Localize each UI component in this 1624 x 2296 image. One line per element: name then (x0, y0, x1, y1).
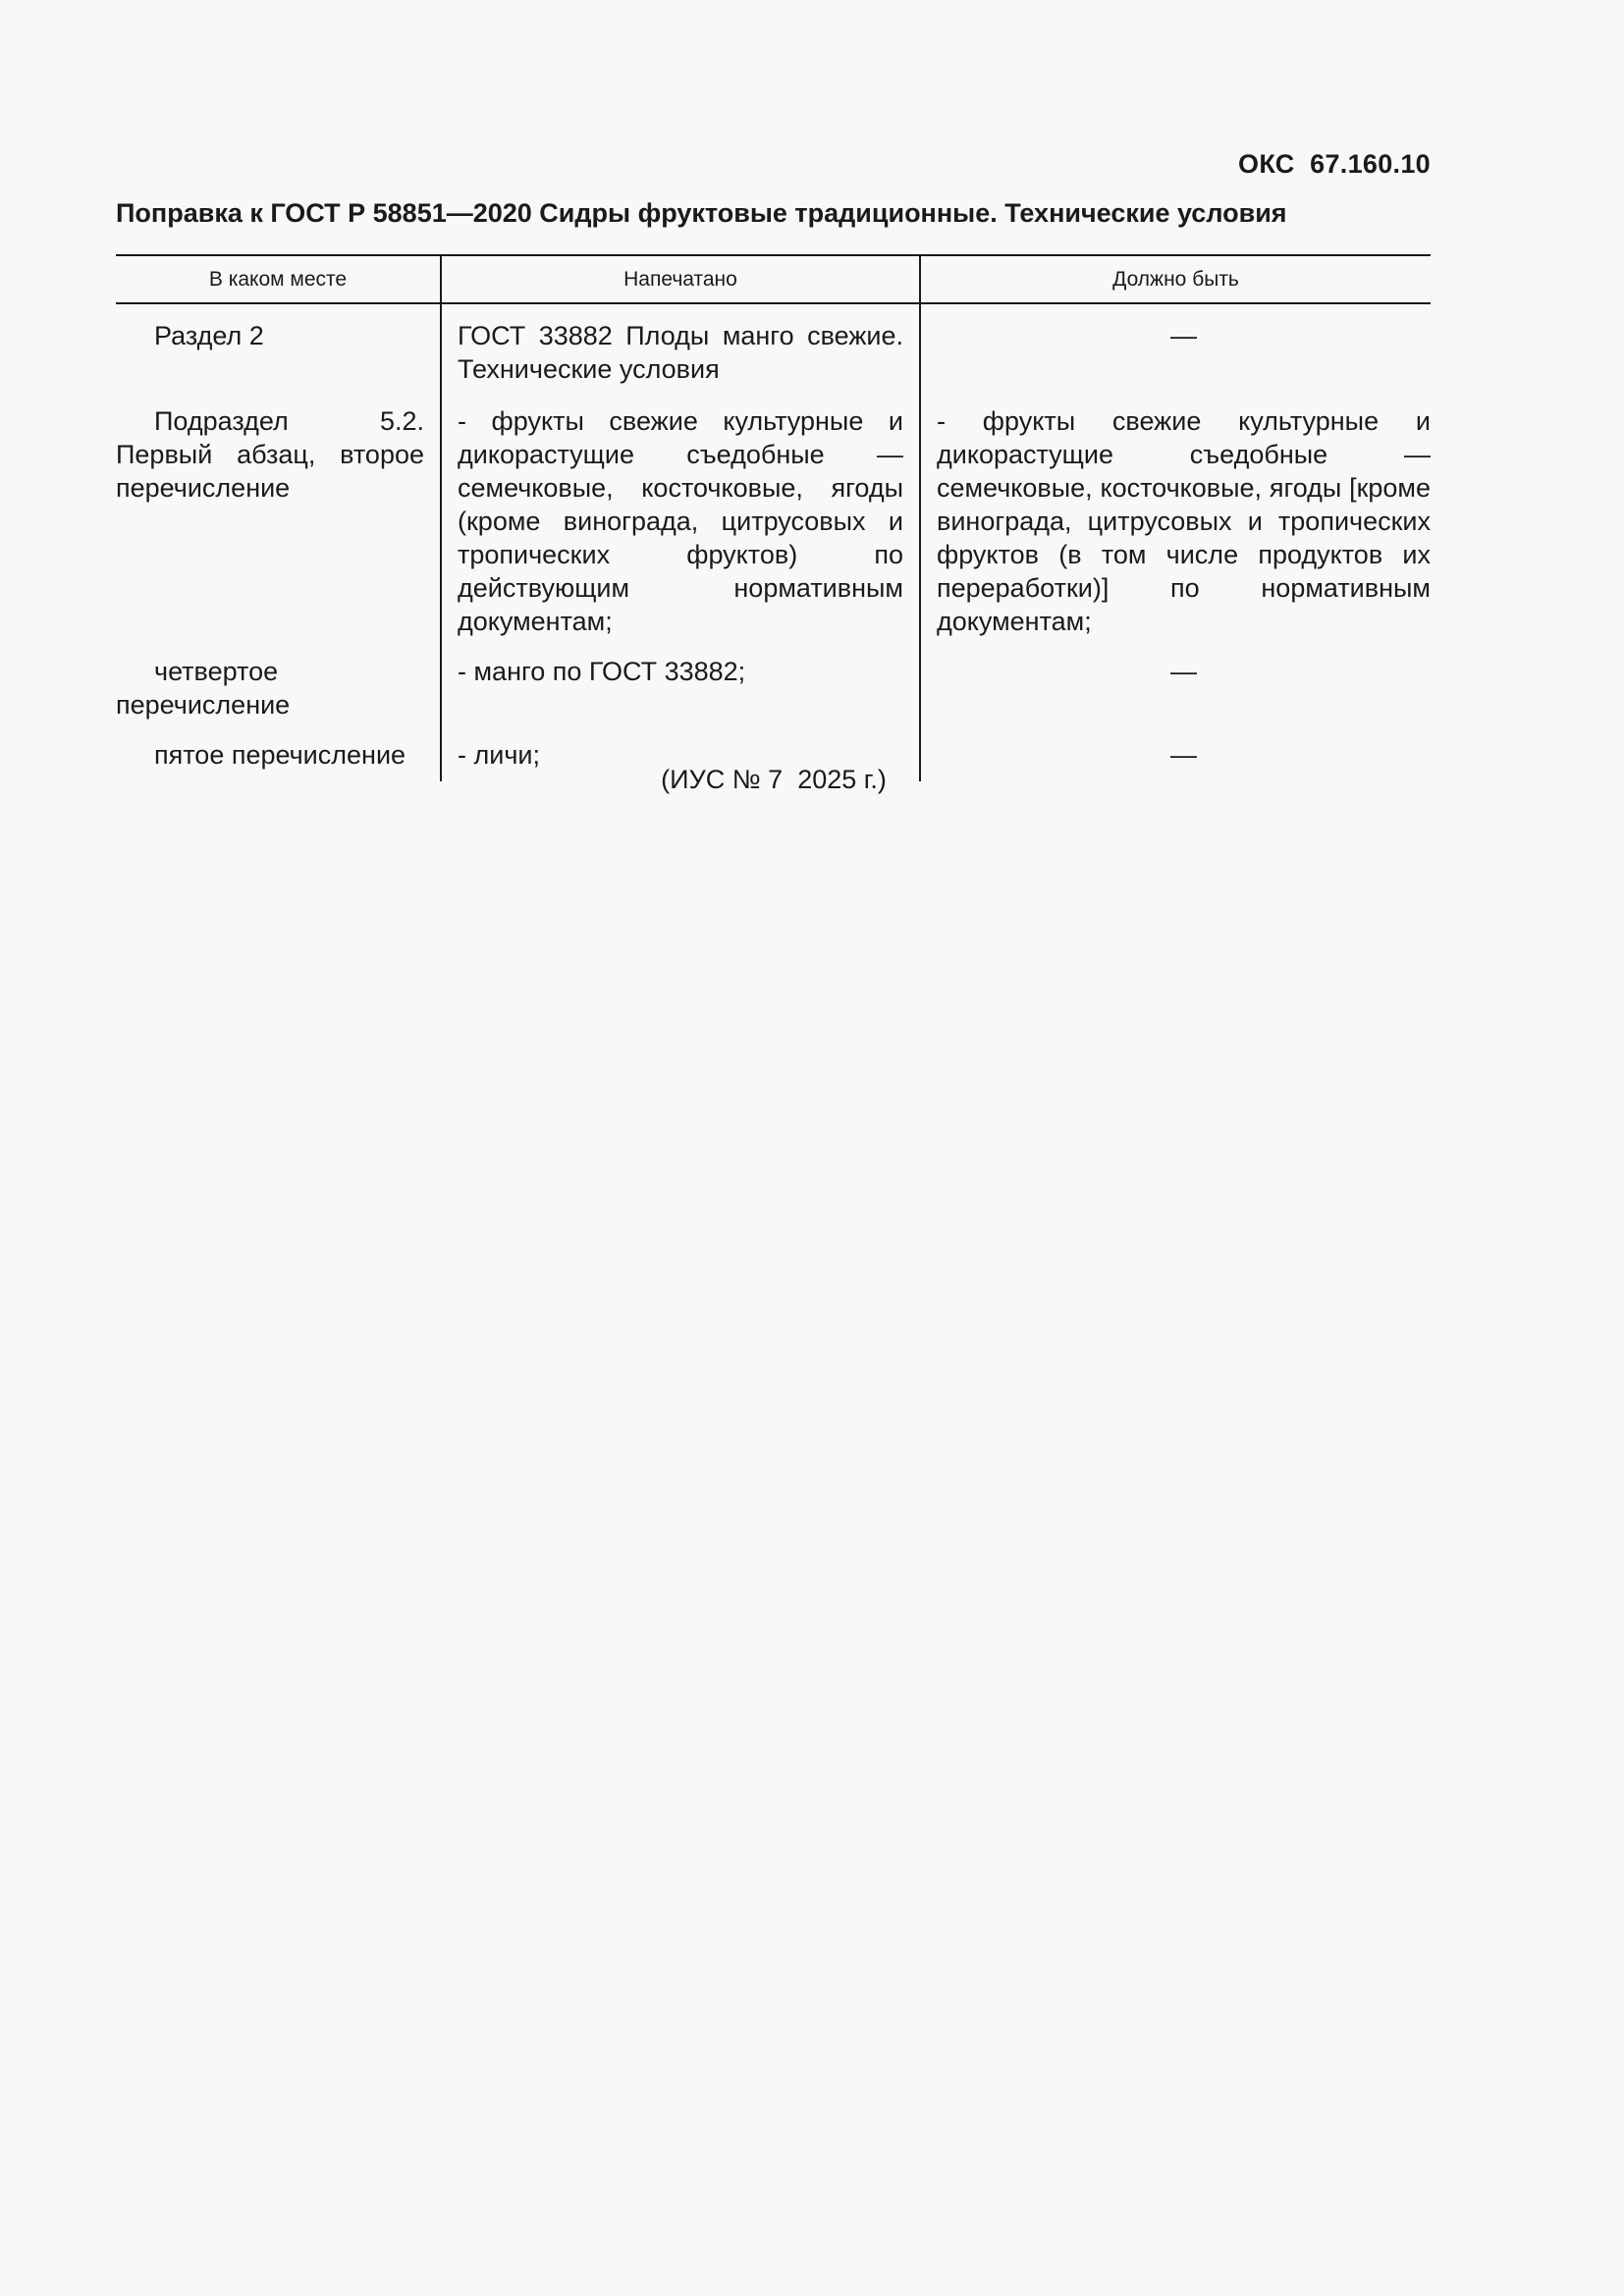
cell-place-text: пятое перечисление (154, 740, 406, 770)
cell-should-be: — (920, 655, 1431, 738)
column-header-should-be: Должно быть (920, 255, 1431, 303)
cell-place (116, 404, 441, 655)
issue-reference: (ИУС № 7 2025 г.) (661, 765, 887, 794)
cell-printed: - личи; (441, 738, 920, 781)
oks-code: ОКС 67.160.10 (1238, 149, 1431, 179)
cell-place-text: четвертое перечисление (116, 657, 291, 720)
table-header-row (116, 255, 1431, 303)
cell-should-be: - фрукты свежие культурные и дикорастущие съедобные — семечковые, косточковые, ягоды [кроме винограда, цитрусовых и тропических фруктов (в том числе продуктов их переработки)] по нормативным документам; (920, 404, 1431, 655)
cell-should-be: — (920, 303, 1431, 404)
cell-printed: - манго по ГОСТ 33882; (441, 655, 920, 738)
table-row (116, 303, 1431, 404)
cell-place-text: Раздел 2 (154, 321, 264, 350)
cell-place (116, 655, 441, 738)
cell-place (116, 303, 441, 404)
cell-printed: - фрукты свежие культурные и дикорастущие съедобные — семечковые, косточковые, ягоды (кроме винограда, цитрусовых и тропических фруктов) по действующим нормативным документам; (441, 404, 920, 655)
table-row (116, 655, 1431, 738)
cell-printed: ГОСТ 33882 Плоды манго свежие. Технические условия (441, 303, 920, 404)
column-header-place: В каком месте (116, 255, 441, 303)
amendment-table (116, 254, 1431, 781)
cell-place-text: Подраздел 5.2. Первый абзац, второе перечисление (116, 406, 424, 503)
document-title: Поправка к ГОСТ Р 58851—2020 Сидры фруктовые традиционные. Технические условия (116, 198, 1287, 228)
table-row (116, 404, 1431, 655)
column-header-printed: Напечатано (441, 255, 920, 303)
cell-should-be: — (920, 738, 1431, 781)
